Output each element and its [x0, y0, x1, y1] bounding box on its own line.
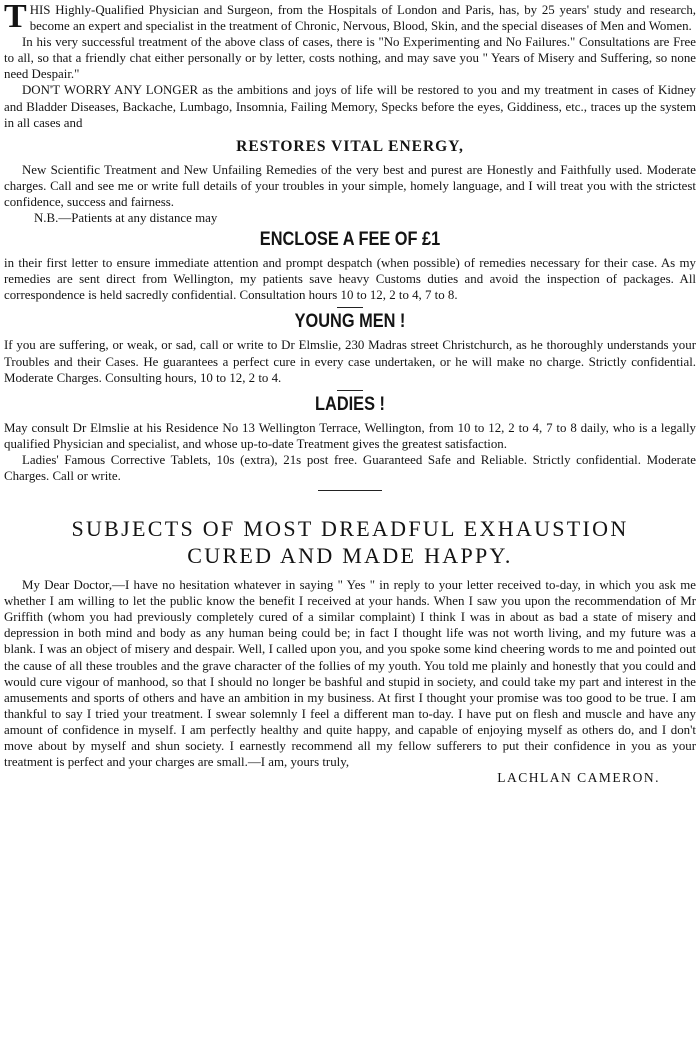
- young-men-heading: YOUNG MEN !: [294, 311, 406, 333]
- restores-paragraph: New Scientific Treatment and New Unfailing Remedies of the very best and purest are Honestly and Faithfully used. Moderate charges. Call and see me or write full details of your troubles in your simple, homely language, and I will treat you with the strictest confidence, success and fairness.: [4, 162, 696, 209]
- signature: LACHLAN CAMERON.: [497, 770, 660, 786]
- nb-line: N.B.—Patients at any distance may: [34, 211, 218, 226]
- divider: [318, 490, 382, 491]
- ladies-heading: LADIES !: [315, 393, 385, 415]
- restores-heading: RESTORES VITAL ENERGY,: [236, 137, 464, 155]
- fee-paragraph: in their first letter to ensure immediate attention and prompt despatch (when possible) of remedies necessary for their case. As my remedies are sent direct from Wellington, my patients save heavy Customs duties and avoid the inspection of packages. All correspondence is held sacredly confidential. Consultation hours 10 to 12, 2 to 4, 7 to 8.: [4, 256, 696, 303]
- intro-text: HIS Highly-Qualified Physician and Surgeon, from the Hospitals of London and Paris, has, by 25 years' study and research, become an expert and specialist in the treatment of Chronic, Nervous, Blood, Skin, and the special diseases of Men and Women.: [29, 3, 696, 34]
- divider: [337, 307, 363, 308]
- fee-heading: ENCLOSE A FEE OF £1: [259, 229, 441, 251]
- ladies-tablets-paragraph: Ladies' Famous Corrective Tablets, 10s (extra), 21s post free. Guaranteed Safe and Reliable. Strictly confidential. Moderate Charges. Call or write.: [4, 452, 696, 483]
- testimonial-letter: My Dear Doctor,—I have no hesitation whatever in saying " Yes " in reply to your letter received to-day, in which you ask me whether I am willing to let the public know the benefit I received at your hands. When I saw you upon the recommendation of Mr Griffith (whom you had previously completely cured of a similar complaint) I think I was in about as bad a state of misery and depression in both mind and body as any human being could be; in fact I thought life was not worth living, and my future was a blank. I was an object of misery and despair. Well, I called upon you, and you spoke some kind cheering words to me and pointed out the cause of all these troubles and the grave character of the follies of my youth. You told me plainly and honestly that you could and would cure vigour of manhood, so that I should no longer be bashful and stupid in society, and could take my part and interest in the amusements and sports of others and have an ambition in my business. At first I thought your promise was too good to be true. I am thankful to say I tried your treatment. I swear solemnly I feel a different man to-day. I have put on flesh and muscle and have any amount of confidence in myself. I am perfectly healthy and quite happy, and capable of enjoying myself as others do, and I don't move about by myself and shun society. I earnestly recommend all my fellow sufferers to put their confidence in you as your treatment is perfect and your charges are small.—I am, yours truly,: [4, 578, 696, 770]
- divider: [337, 390, 363, 391]
- treatment-paragraph: In his very successful treatment of the above class of cases, there is "No Experimenting and No Failures." Consultations are Free to all, so that a friendly chat either personally or by letter, costs nothing, and may save you " Years of Misery and Suffering, so none need Despair.": [4, 35, 696, 82]
- intro-paragraph: [4, 2, 696, 34]
- drop-cap: T: [4, 0, 27, 35]
- subjects-heading-line-2: CURED AND MADE HAPPY.: [187, 543, 513, 569]
- dont-worry-paragraph: DON'T WORRY ANY LONGER as the ambitions and joys of life will be restored to you and my treatment in cases of Kidney and Bladder Diseases, Backache, Lumbago, Insomnia, Failing Memory, Specks before the eyes, Giddiness, etc., traces up the system in all cases and: [4, 83, 696, 130]
- ladies-paragraph: May consult Dr Elmslie at his Residence No 13 Wellington Terrace, Wellington, from 10 to 12, 2 to 4, 7 to 8 daily, who is a legally qualified Physician and specialist, and whose up-to-date Treatment gives the greatest satisfaction.: [4, 420, 696, 451]
- advertisement-page: [0, 2, 700, 1057]
- subjects-heading-line-1: SUBJECTS OF MOST DREADFUL EXHAUSTION: [71, 516, 629, 542]
- young-men-paragraph: If you are suffering, or weak, or sad, call or write to Dr Elmslie, 230 Madras street Christchurch, as he thoroughly understands your Troubles and their Cases. He guarantees a perfect cure in every case undertaken, or he will make no charge. Strictly confidential. Moderate Charges. Consulting hours, 10 to 12, 2 to 4.: [4, 338, 696, 385]
